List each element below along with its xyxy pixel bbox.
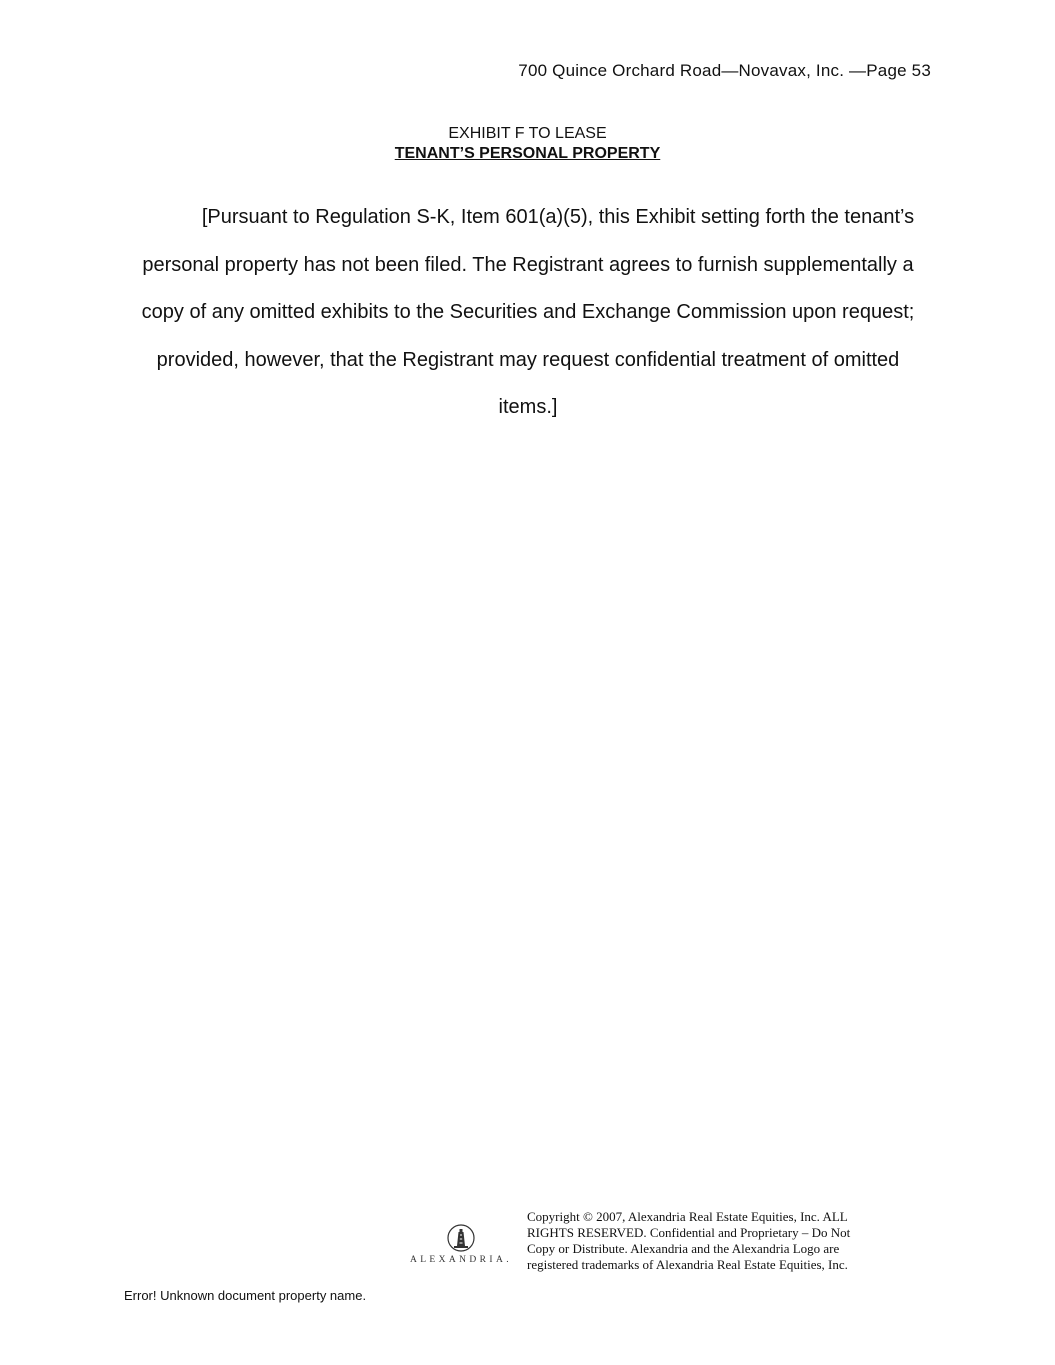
copyright-line: RIGHTS RESERVED. Confidential and Proprietary – Do Not: [527, 1225, 851, 1240]
exhibit-title: TENANT’S PERSONAL PROPERTY: [394, 145, 661, 162]
running-header: 700 Quince Orchard Road—Novavax, Inc. —Page 53: [518, 61, 931, 80]
body-paragraph: [128, 194, 928, 432]
logo-wordmark: ALEXANDRIA.: [409, 1255, 513, 1265]
document-property-error: Error! Unknown document property name.: [124, 1288, 367, 1303]
copyright-notice: [527, 1209, 887, 1273]
lighthouse-icon: [445, 1224, 477, 1254]
body-paragraph-text: [Pursuant to Regulation S-K, Item 601(a)(5), this Exhibit setting forth the tenant’s personal property has not been filed. The Registrant agrees to furnish supplementally a copy of any omitted exhibits to the Securities and Exchange Commission upon request; provided, however, that the Registrant may request confidential treatment of omitted items.]: [141, 206, 915, 418]
exhibit-heading-block: [0, 124, 1055, 164]
exhibit-heading: EXHIBIT F TO LEASE: [448, 125, 607, 142]
copyright-line: Copyright © 2007, Alexandria Real Estate Equities, Inc. ALL: [527, 1209, 848, 1224]
alexandria-logo: [404, 1224, 518, 1265]
copyright-line: Copy or Distribute. Alexandria and the Alexandria Logo are: [527, 1241, 840, 1256]
copyright-line: registered trademarks of Alexandria Real Estate Equities, Inc.: [527, 1257, 848, 1272]
